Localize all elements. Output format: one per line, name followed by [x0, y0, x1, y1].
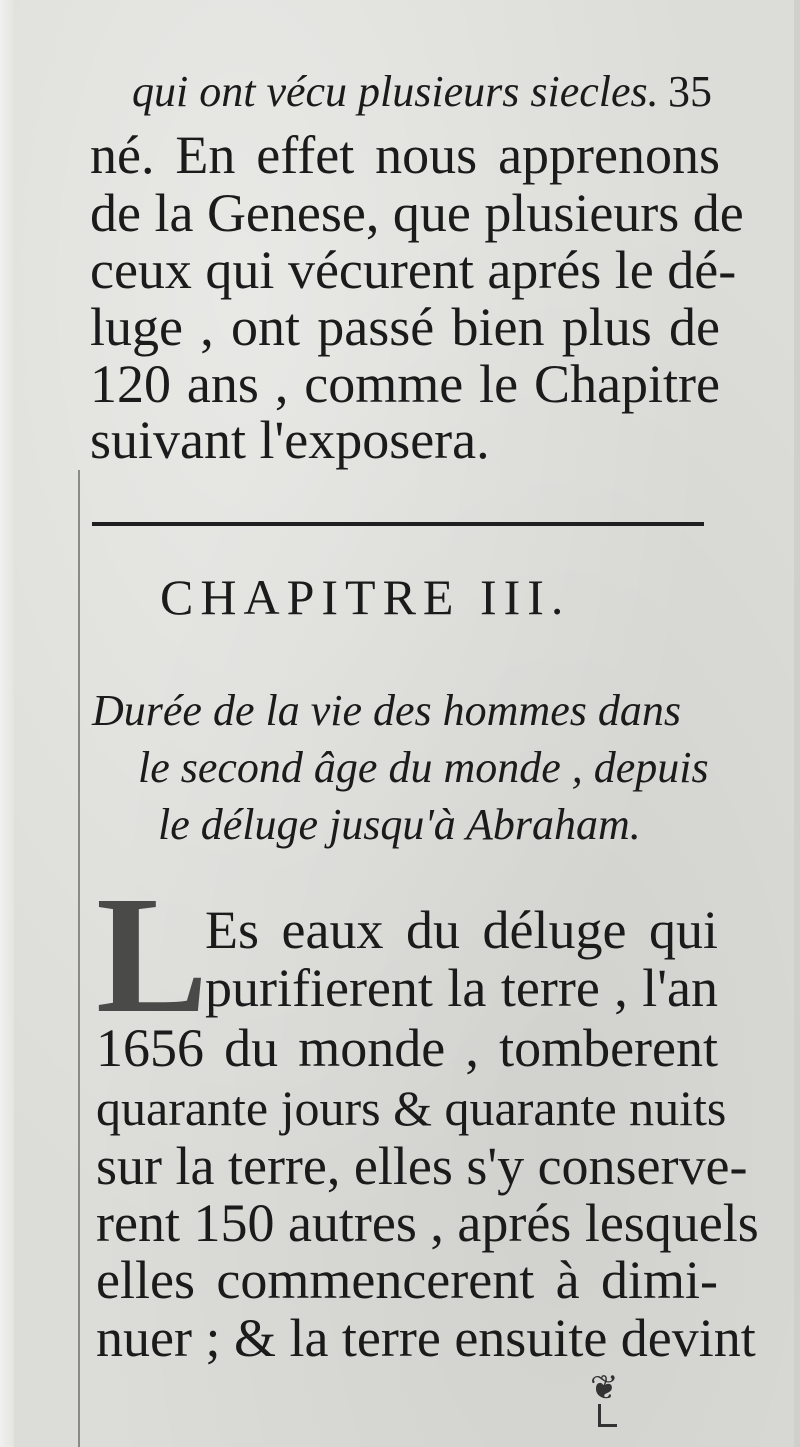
running-header: [132, 62, 712, 122]
chapter-subtitle-line: Durée de la vie des hommes dans: [92, 686, 681, 735]
intro-line: de la Genese, que plusieurs de: [90, 183, 744, 243]
chapter-subtitle-line: le déluge jusqu'à Abraham.: [158, 800, 641, 849]
drop-cap: L: [96, 862, 209, 1048]
page-number: 35: [668, 67, 712, 116]
intro-line-last: suivant l'exposera.: [90, 410, 490, 470]
body-line: rent 150 autres , aprés lesquels: [96, 1193, 759, 1253]
page-right-edge: [794, 0, 800, 1447]
intro-line: ceux qui vécurent aprés le dé-: [90, 240, 737, 300]
running-title: qui ont vécu plusieurs siecles.: [132, 67, 659, 116]
intro-line: luge , ont passé bien plus de: [90, 297, 720, 357]
printer-ornament-icon: ❦: [590, 1370, 619, 1407]
body-line: elles commencerent à dimi-: [96, 1250, 718, 1310]
page-left-edge: [0, 0, 14, 1447]
body-line: quarante jours & quarante nuits: [96, 1080, 727, 1136]
intro-line: né. En effet nous apprenons: [90, 125, 720, 185]
body-line: purifierent la terre , l'an: [205, 958, 718, 1018]
signature-mark: [598, 1404, 617, 1427]
body-line: 1656 du monde , tomberent: [96, 1018, 718, 1078]
chapter-heading: CHAPITRE III.: [160, 569, 571, 625]
section-rule: [92, 522, 704, 526]
intro-line: 120 ans , comme le Chapitre: [90, 354, 720, 414]
body-line: sur la terre, elles s'y conserve-: [96, 1136, 748, 1196]
chapter-subtitle-line: le second âge du monde , depuis: [138, 743, 709, 792]
body-line: Es eaux du déluge qui: [205, 900, 718, 960]
body-line: nuer ; & la terre ensuite devint: [96, 1308, 756, 1368]
page-gutter-line: [78, 470, 80, 1447]
